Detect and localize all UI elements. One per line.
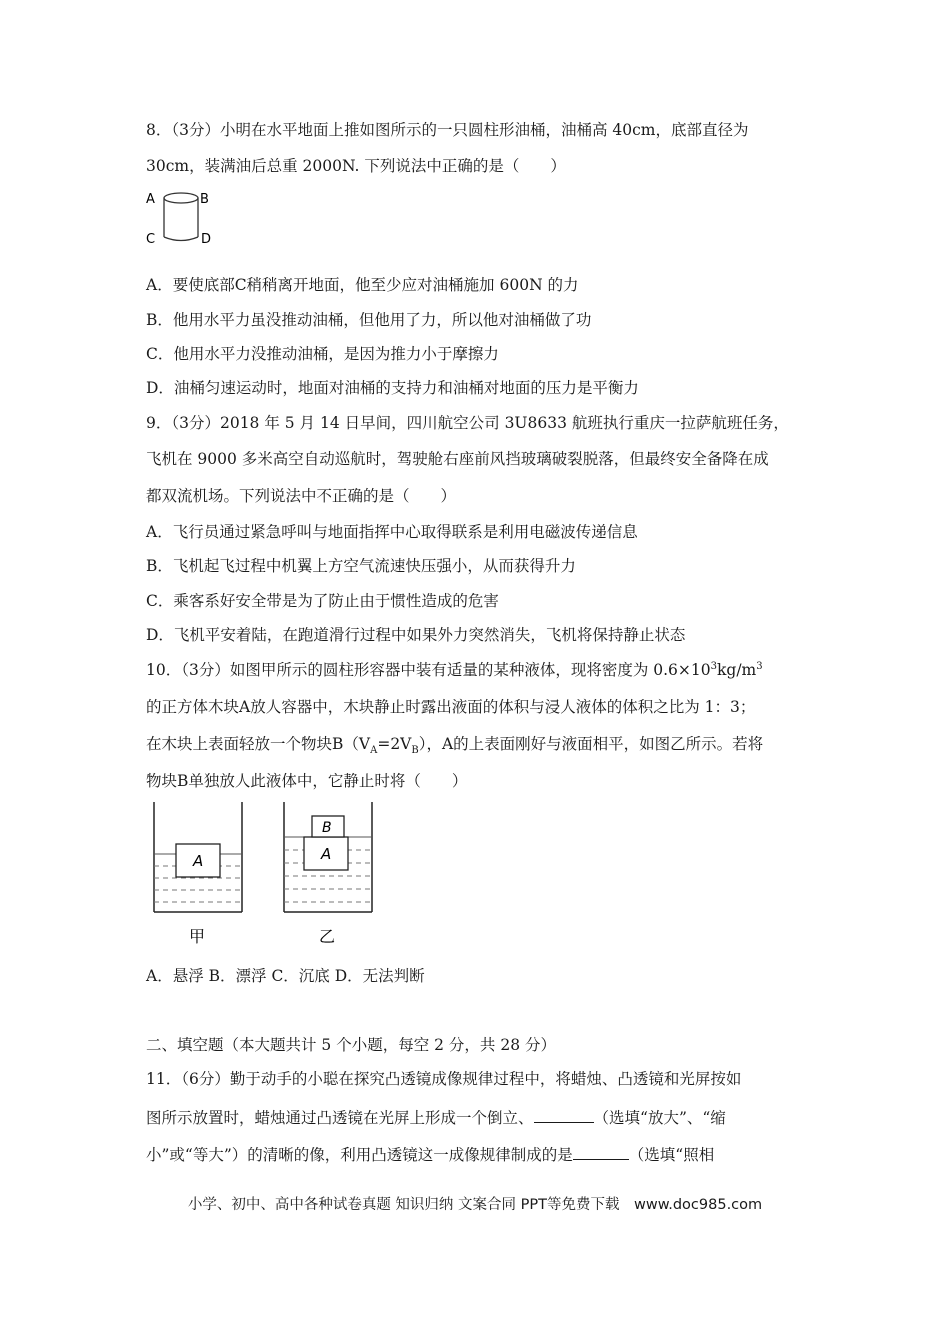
q9-option-c: C．乘客系好安全带是为了防止由于惯性造成的危害 bbox=[146, 592, 499, 610]
page-footer: 小学、初中、高中各种试卷真题 知识归纳 文案合同 PPT等免费下载 www.doc985.com bbox=[187, 1197, 763, 1213]
drum-label-d: D bbox=[201, 232, 212, 247]
q9-option-a: A．飞行员通过紧急呼叫与地面指挥中心取得联系是利用电磁波传递信息 bbox=[146, 523, 638, 541]
q8-option-d: D．油桶匀速运动时，地面对油桶的支持力和油桶对地面的压力是平衡力 bbox=[146, 379, 639, 397]
block-a-left-label: A bbox=[193, 852, 204, 870]
q9-line-1: 9．（3分）2018 年 5 月 14 日早间，四川航空公司 3U8633 航班执行重庆一拉萨航班任务， bbox=[146, 414, 789, 432]
q11-line-1: 11．（6分）勤于动手的小聪在探究凸透镜成像规律过程中，将蜡烛、凸透镜和光屏按如 bbox=[146, 1070, 742, 1088]
q11-line-3-pre: 小”或“等大”）的清晰的像，利用凸透镜这一成像规律制成的是 bbox=[146, 1146, 573, 1164]
q10-line-3-mid: =2V bbox=[377, 735, 412, 753]
container-figure bbox=[148, 800, 378, 950]
drum-label-a: A bbox=[146, 192, 155, 207]
q10-line-4: 物块B单独放人此液体中，它静止时将（ ） bbox=[146, 772, 468, 790]
q11-blank-2[interactable] bbox=[573, 1143, 629, 1160]
q9-line-3: 都双流机场。下列说法中不正确的是（ ） bbox=[146, 487, 457, 505]
block-a-right-label: A bbox=[321, 845, 332, 863]
container-left bbox=[154, 802, 242, 912]
q10-line-3 bbox=[146, 734, 764, 757]
block-b-label: B bbox=[322, 820, 332, 836]
q10-unit-exponent: 3 bbox=[756, 660, 763, 672]
q11-blank-1[interactable] bbox=[534, 1106, 594, 1123]
drum-label-c: C bbox=[146, 232, 156, 247]
q11-line-3-post: （选填“照相 bbox=[628, 1146, 715, 1164]
q8-option-c: C．他用水平力没推动油桶，是因为推力小于摩擦力 bbox=[146, 345, 499, 363]
q11-line-2 bbox=[146, 1106, 726, 1128]
section-2-heading: 二、填空题（本大题共计 5 个小题，每空 2 分，共 28 分） bbox=[146, 1036, 557, 1054]
q10-line-3-pre: 在木块上表面轻放一个物块B（V bbox=[146, 735, 371, 753]
q9-option-d: D．飞机平安着陆，在跑道滑行过程中如果外力突然消失，飞机将保持静止状态 bbox=[146, 626, 686, 644]
q8-line-2: 30cm，装满油后总重 2000N. 下列说法中正确的是（ ） bbox=[146, 157, 566, 175]
q10-sub-b: B bbox=[411, 745, 419, 757]
q10-exponent: 3 bbox=[710, 660, 717, 672]
q11-line-2-pre: 图所示放置时，蜡烛通过凸透镜在光屏上形成一个倒立、 bbox=[146, 1109, 534, 1127]
q11-line-3 bbox=[146, 1143, 714, 1165]
q10-line-2: 的正方体木块A放人容器中，木块静止时露出液面的体积与浸人液体的体积之比为 1：3； bbox=[146, 698, 756, 716]
q9-line-2: 飞机在 9000 多米高空自动巡航时，驾驶舱右座前风挡玻璃破裂脱落，但最终安全备降在成 bbox=[146, 450, 769, 468]
drum-label-b: B bbox=[200, 192, 209, 207]
caption-jia: 甲 bbox=[189, 927, 206, 946]
q10-line-1-text: 10．（3分）如图甲所示的圆柱形容器中装有适量的某种液体，现将密度为 0.6×10 bbox=[146, 661, 711, 679]
q8-option-a: A．要使底部C稍稍离开地面，他至少应对油桶施加 600N 的力 bbox=[146, 276, 579, 294]
q10-sub-a: A bbox=[370, 745, 378, 757]
q8-option-b: B．他用水平力虽没推动油桶，但他用了力，所以他对油桶做了功 bbox=[146, 311, 592, 329]
caption-yi: 乙 bbox=[319, 927, 336, 946]
container-right bbox=[284, 802, 372, 912]
q10-unit: kg/m bbox=[717, 661, 757, 679]
q10-line-3-post: ），A的上表面刚好与液面相平，如图乙所示。若将 bbox=[418, 735, 764, 753]
q8-line-1: 8．（3分）小明在水平地面上推如图所示的一只圆柱形油桶，油桶高 40cm，底部直径为 bbox=[146, 121, 749, 139]
q11-line-2-post: （选填“放大”、“缩 bbox=[593, 1109, 726, 1127]
q10-options: A．悬浮 B．漂浮 C．沉底 D．无法判断 bbox=[146, 967, 425, 985]
q9-option-b: B．飞机起飞过程中机翼上方空气流速快压强小，从而获得升力 bbox=[146, 557, 576, 575]
q10-line-1 bbox=[146, 660, 763, 680]
oil-drum-figure bbox=[144, 188, 220, 250]
